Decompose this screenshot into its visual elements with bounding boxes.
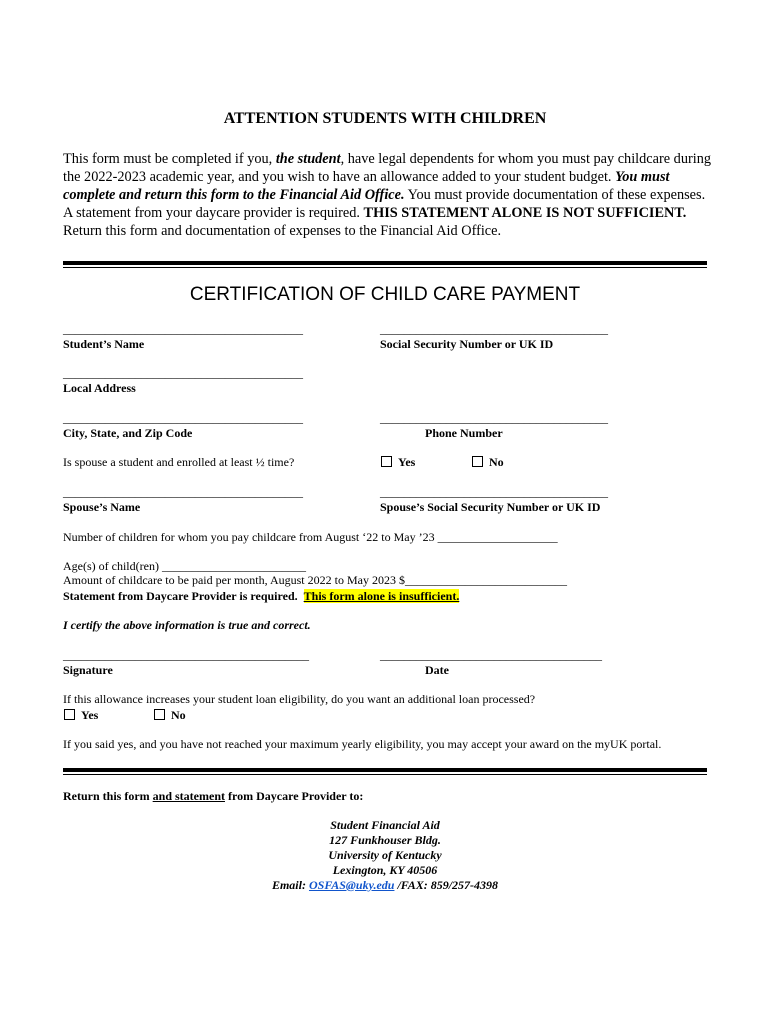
student-name-field[interactable]: ________________________________________ (63, 322, 303, 336)
address-line-4: Lexington, KY 40506 (332, 863, 438, 877)
email-label: Email: (271, 878, 309, 892)
return-instructions (63, 789, 363, 804)
top-thin-divider (63, 267, 707, 268)
return-text-2: from Daycare Provider to: (224, 789, 364, 803)
local-address-label: Local Address (63, 381, 136, 395)
spouse-no-option[interactable] (472, 455, 504, 470)
loan-question: If this allowance increases your student loan eligibility, do you want an additional loan processed? (63, 692, 536, 706)
statement-requirement (63, 589, 459, 604)
checkbox-icon[interactable] (472, 456, 483, 467)
loan-yes-label: Yes (81, 708, 99, 722)
certification-statement: I certify the above information is true and correct. (63, 618, 311, 632)
spouse-name-field[interactable]: ________________________________________ (63, 485, 303, 499)
spouse-no-label: No (489, 455, 504, 469)
address-line-2: 127 Funkhouser Bldg. (329, 833, 441, 847)
date-label: Date (425, 663, 449, 677)
spouse-yes-option[interactable] (381, 455, 415, 470)
return-text-underlined: and statement (152, 789, 225, 803)
signature-label: Signature (63, 663, 113, 677)
return-text-1: Return this form (63, 789, 153, 803)
checkbox-icon[interactable] (64, 709, 75, 720)
loan-no-label: No (171, 708, 186, 722)
spouse-question: Is spouse a student and enrolled at least ½ time? (63, 455, 295, 469)
bottom-thick-divider (63, 768, 707, 772)
student-name-label: Student’s Name (63, 337, 145, 351)
ssn-label: Social Security Number or UK ID (380, 337, 554, 351)
form-title: CERTIFICATION OF CHILD CARE PAYMENT (189, 284, 581, 305)
address-line-3: University of Kentucky (328, 848, 442, 862)
email-link[interactable]: OSFAS@uky.edu (308, 878, 395, 892)
children-ages-field[interactable]: Age(s) of child(ren) ________________________ (63, 559, 306, 573)
city-label: City, State, and Zip Code (63, 426, 193, 440)
spouse-name-label: Spouse’s Name (63, 500, 141, 514)
insufficient-highlight: This form alone is insufficient. (303, 589, 460, 603)
instructions-text-3: You must provide documentation of these expenses. A statement from your daycare provider is required. (63, 187, 706, 221)
instructions-text-2: , have legal dependents for whom you must pay childcare during the 2022-2023 academic year, and you wish to have an allowance added to your student budget. (63, 151, 711, 185)
local-address-field[interactable]: ________________________________________ (63, 366, 303, 380)
instructions-emphasis-return: You must complete and return this form to the Financial Aid Office. (63, 169, 670, 203)
instructions-warning: THIS STATEMENT ALONE IS NOT SUFFICIENT. (363, 205, 687, 221)
address-line-1: Student Financial Aid (330, 818, 440, 832)
spouse-yes-label: Yes (398, 455, 416, 469)
phone-label: Phone Number (425, 426, 503, 440)
checkbox-icon[interactable] (154, 709, 165, 720)
loan-yes-option[interactable] (64, 708, 98, 723)
portal-note: If you said yes, and you have not reached your maximum yearly eligibility, you may accept your award on the myUK portal. (63, 737, 662, 751)
date-field[interactable]: _____________________________________ (380, 648, 602, 662)
instructions-text-4: Return this form and documentation of expenses to the Financial Aid Office. (63, 223, 502, 239)
fax-text: /FAX: 859/257-4398 (394, 878, 499, 892)
instructions-paragraph (63, 150, 713, 240)
loan-no-option[interactable] (154, 708, 186, 723)
page-title: ATTENTION STUDENTS WITH CHILDREN (223, 110, 547, 127)
signature-field[interactable]: _________________________________________ (63, 648, 309, 662)
phone-field[interactable]: ______________________________________ (380, 411, 608, 425)
spouse-ssn-field[interactable]: ______________________________________ (380, 485, 608, 499)
instructions-text-1: This form must be completed if you, (63, 151, 276, 167)
bottom-thin-divider (63, 774, 707, 775)
checkbox-icon[interactable] (381, 456, 392, 467)
childcare-amount-field[interactable]: Amount of childcare to be paid per month, August 2022 to May 2023 $___________________________ (63, 573, 567, 587)
city-field[interactable]: ________________________________________ (63, 411, 303, 425)
contact-line (0, 878, 770, 893)
spouse-ssn-label: Spouse’s Social Security Number or UK ID (380, 500, 601, 514)
instructions-emphasis-student: the student (275, 151, 341, 167)
ssn-field[interactable]: ______________________________________ (380, 322, 608, 336)
statement-label: Statement from Daycare Provider is required. (63, 589, 298, 603)
children-count-field[interactable]: Number of children for whom you pay childcare from August ‘22 to May ’23 ____________________ (63, 530, 558, 544)
top-thick-divider (63, 261, 707, 265)
